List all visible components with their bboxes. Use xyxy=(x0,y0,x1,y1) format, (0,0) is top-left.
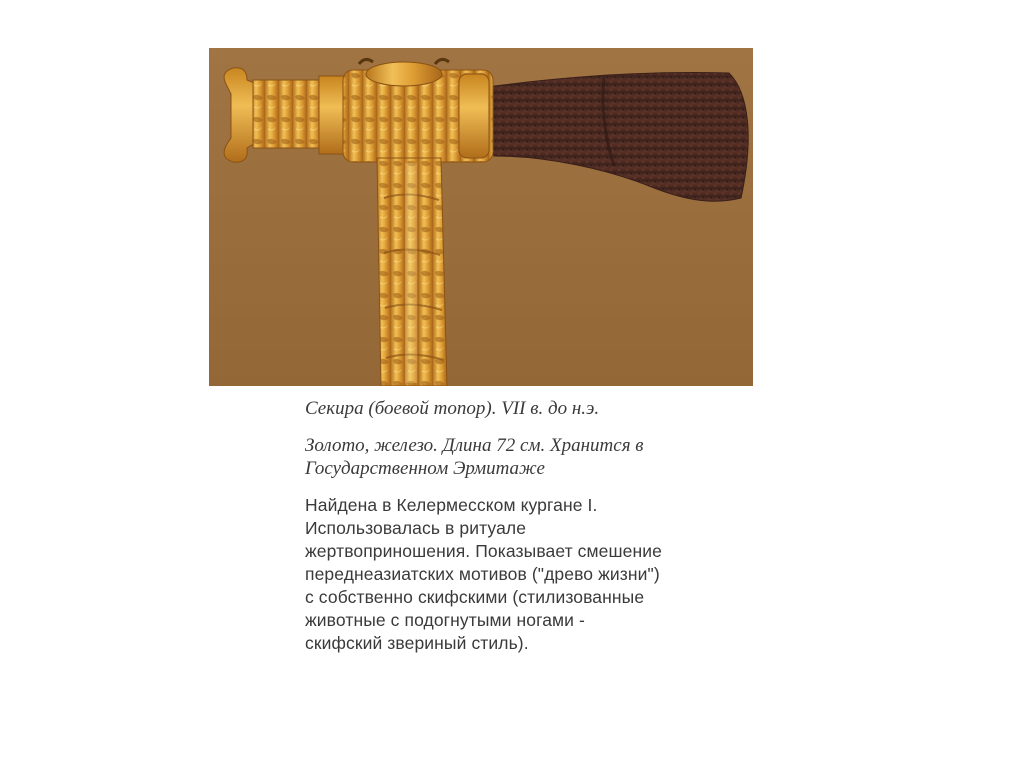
axe-photo xyxy=(209,48,753,386)
caption-description-line: Использовалась в ритуале xyxy=(305,518,527,538)
caption-title xyxy=(305,397,745,420)
caption-description-line: скифский звериный стиль). xyxy=(305,633,529,653)
caption-material xyxy=(305,434,745,480)
caption-title-line: Секира (боевой топор). VII в. до н.э. xyxy=(305,398,600,419)
caption xyxy=(305,397,745,669)
caption-material-line: Золото, железо. Длина 72 см. Хранится в xyxy=(305,435,644,456)
caption-material-line: Государственном Эрмитаже xyxy=(305,458,545,479)
axe-image xyxy=(209,48,753,386)
caption-description-line: Найдена в Келермесском кургане I. xyxy=(305,495,598,515)
caption-description-line: жертвоприношения. Показывает смешение xyxy=(305,541,662,561)
caption-description-line: с собственно скифскими (стилизованные xyxy=(305,587,645,607)
caption-description xyxy=(305,494,745,655)
caption-description-line: животные с подогнутыми ногами - xyxy=(305,610,585,630)
caption-description-line: переднеазиатских мотивов ("древо жизни") xyxy=(305,564,660,584)
